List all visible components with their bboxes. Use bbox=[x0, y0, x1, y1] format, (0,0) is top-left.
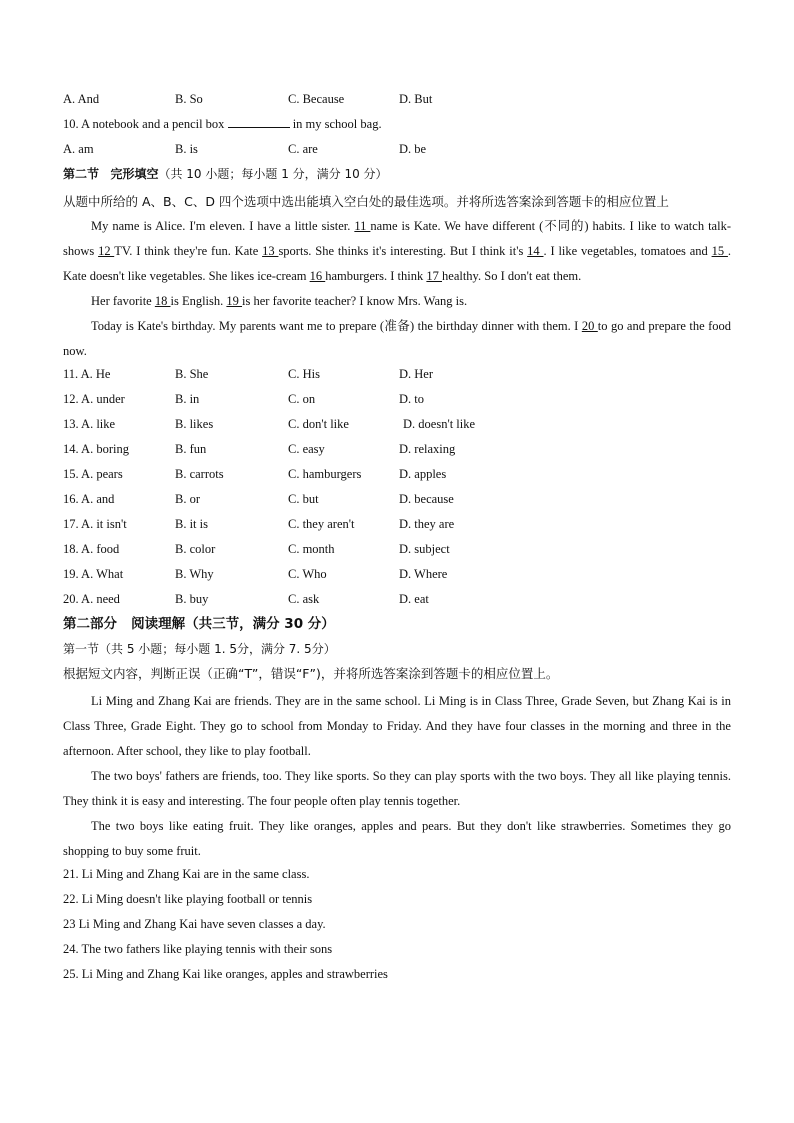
option-d: D. because bbox=[399, 492, 454, 506]
text: name is Kate. We have different (不同的) habits. I like to watch talk-shows bbox=[63, 219, 731, 258]
section2-detail: （共 10 小题；每小题 1 分，满分 10 分） bbox=[158, 167, 388, 181]
reading-paragraph-2: The two boys' fathers are friends, too. They like sports. So they can play sports with the two boys. They all like playing tennis. They think it is easy and interesting. The four people often play tennis together. bbox=[63, 769, 731, 808]
text: sports. She thinks it's interesting. But I think it's bbox=[278, 244, 528, 258]
option-c: C. His bbox=[288, 367, 320, 381]
q10-options bbox=[63, 139, 731, 164]
option-b: B. She bbox=[175, 367, 209, 381]
text: TV. I think they're fun. Kate bbox=[114, 244, 263, 258]
q10-blank bbox=[228, 115, 290, 128]
option-b: B. color bbox=[175, 542, 216, 556]
reading-paragraph-3: The two boys like eating fruit. They like oranges, apples and pears. But they don't like strawberries. Sometimes they go shopping to buy some fruit. bbox=[63, 819, 731, 858]
options-row bbox=[63, 589, 731, 614]
cloze-paragraph-2 bbox=[63, 289, 731, 314]
tf-instruction: 根据短文内容，判断正误（正确“T”，错误“F”)，并将所选答案涂到答题卡的相应位置上。 bbox=[63, 666, 559, 681]
blank-19: 19 bbox=[226, 294, 243, 308]
option-d: D. Where bbox=[399, 567, 448, 581]
option-a: A. am bbox=[63, 142, 94, 156]
option-b: B. likes bbox=[175, 417, 214, 431]
question-10 bbox=[63, 114, 731, 139]
option-c: C. but bbox=[288, 492, 319, 506]
option-d: D. subject bbox=[399, 542, 450, 556]
option-d: D. relaxing bbox=[399, 442, 456, 456]
option-a: 16. A. and bbox=[63, 492, 115, 506]
option-c: C. ask bbox=[288, 592, 320, 606]
option-d: D. eat bbox=[399, 592, 429, 606]
question-21: 21. Li Ming and Zhang Kai are in the same class. bbox=[63, 867, 310, 881]
cloze-options bbox=[63, 364, 731, 614]
option-c: C. easy bbox=[288, 442, 325, 456]
option-a: A. And bbox=[63, 92, 100, 106]
options-row bbox=[63, 514, 731, 539]
option-a: 14. A. boring bbox=[63, 442, 129, 456]
text: is her favorite teacher? I know Mrs. Wang is. bbox=[242, 294, 468, 308]
option-b: B. So bbox=[175, 92, 203, 106]
blank-20: 20 bbox=[581, 319, 598, 333]
section2-label: 第二节 bbox=[63, 167, 100, 181]
options-row bbox=[63, 464, 731, 489]
option-c: C. month bbox=[288, 542, 335, 556]
option-c: C. hamburgers bbox=[288, 467, 362, 481]
part2-label: 第二部分 bbox=[63, 616, 117, 632]
option-b: B. or bbox=[175, 492, 200, 506]
text: is English. bbox=[170, 294, 227, 308]
option-a: 13. A. like bbox=[63, 417, 116, 431]
option-a: 18. A. food bbox=[63, 542, 120, 556]
options-row bbox=[63, 564, 731, 589]
cloze-paragraph-3 bbox=[63, 314, 731, 364]
blank-16: 16 bbox=[309, 269, 326, 283]
option-a: 19. A. What bbox=[63, 567, 124, 581]
blank-15: 15 bbox=[711, 244, 728, 258]
blank-11: 11 bbox=[354, 219, 371, 233]
option-b: B. in bbox=[175, 392, 200, 406]
blank-18: 18 bbox=[154, 294, 171, 308]
option-b: B. carrots bbox=[175, 467, 224, 481]
option-d: D. they are bbox=[399, 517, 455, 531]
blank-12: 12 bbox=[98, 244, 115, 258]
section2-title: 完形填空 bbox=[110, 167, 159, 181]
part2-heading bbox=[63, 614, 731, 639]
question-25: 25. Li Ming and Zhang Kai like oranges, apples and strawberries bbox=[63, 967, 388, 981]
section2-heading bbox=[63, 164, 731, 189]
option-c: C. Who bbox=[288, 567, 327, 581]
reading-paragraph-1: Li Ming and Zhang Kai are friends. They are in the same school. Li Ming is in Class Three, Grade Seven, but Zhang Kai is in Class Three, Grade Eight. They go to school from Monday to Friday. And they have four classes in the morning and three in the afternoon. After school, they like to play football. bbox=[63, 694, 731, 758]
q10-text-after: in my school bag. bbox=[289, 117, 382, 131]
option-a: 20. A. need bbox=[63, 592, 120, 606]
q9-options bbox=[63, 89, 731, 114]
options-row bbox=[63, 389, 731, 414]
option-d: D. doesn't like bbox=[403, 417, 476, 431]
page-content bbox=[63, 89, 731, 989]
part2-title: 阅读理解（共三节，满分 30 分） bbox=[131, 616, 335, 632]
option-b: B. Why bbox=[175, 567, 214, 581]
text: to go and prepare the food now. bbox=[63, 319, 732, 358]
option-a: 12. A. under bbox=[63, 392, 125, 406]
option-b: B. buy bbox=[175, 592, 209, 606]
text: healthy. So I don't eat them. bbox=[442, 269, 582, 283]
part2-section1-heading: 第一节（共 5 小题；每小题 1. 5分，满分 7. 5分） bbox=[63, 642, 336, 656]
option-a: 11. A. He bbox=[63, 367, 111, 381]
cloze-instruction: 从题中所给的 A、B、C、D 四个选项中选出能填入空白处的最佳选项。并将所选答案涂到答题卡的相应位置上 bbox=[63, 194, 669, 209]
blank-17: 17 bbox=[426, 269, 443, 283]
text: hamburgers. I think bbox=[325, 269, 427, 283]
option-b: B. it is bbox=[175, 517, 208, 531]
question-23: 23 Li Ming and Zhang Kai have seven classes a day. bbox=[63, 917, 326, 931]
options-row bbox=[63, 414, 731, 439]
blank-14: 14 bbox=[527, 244, 544, 258]
options-row bbox=[63, 489, 731, 514]
option-c: C. Because bbox=[288, 92, 345, 106]
option-c: C. are bbox=[288, 142, 318, 156]
option-a: 17. A. it isn't bbox=[63, 517, 127, 531]
text: . Kate doesn't like vegetables. She likes ice-cream bbox=[63, 244, 732, 283]
option-b: B. is bbox=[175, 142, 198, 156]
option-d: D. But bbox=[399, 92, 433, 106]
blank-13: 13 bbox=[262, 244, 279, 258]
text: Today is Kate's birthday. My parents want me to prepare (准备) the birthday dinner with them. I bbox=[91, 319, 582, 333]
q10-text-before: 10. A notebook and a pencil box bbox=[63, 117, 228, 131]
option-c: C. don't like bbox=[288, 417, 349, 431]
option-a: 15. A. pears bbox=[63, 467, 123, 481]
text: My name is Alice. I'm eleven. I have a little sister. bbox=[91, 219, 355, 233]
text: . I like vegetables, tomatoes and bbox=[543, 244, 712, 258]
cloze-paragraph-1 bbox=[63, 214, 731, 289]
options-row bbox=[63, 439, 731, 464]
option-c: C. on bbox=[288, 392, 316, 406]
options-row bbox=[63, 364, 731, 389]
option-b: B. fun bbox=[175, 442, 207, 456]
options-row bbox=[63, 539, 731, 564]
option-d: D. to bbox=[399, 392, 424, 406]
option-d: D. Her bbox=[399, 367, 434, 381]
question-22: 22. Li Ming doesn't like playing football or tennis bbox=[63, 892, 313, 906]
text: Her favorite bbox=[91, 294, 155, 308]
question-24: 24. The two fathers like playing tennis with their sons bbox=[63, 942, 333, 956]
option-c: C. they aren't bbox=[288, 517, 355, 531]
option-d: D. be bbox=[399, 142, 427, 156]
option-d: D. apples bbox=[399, 467, 447, 481]
